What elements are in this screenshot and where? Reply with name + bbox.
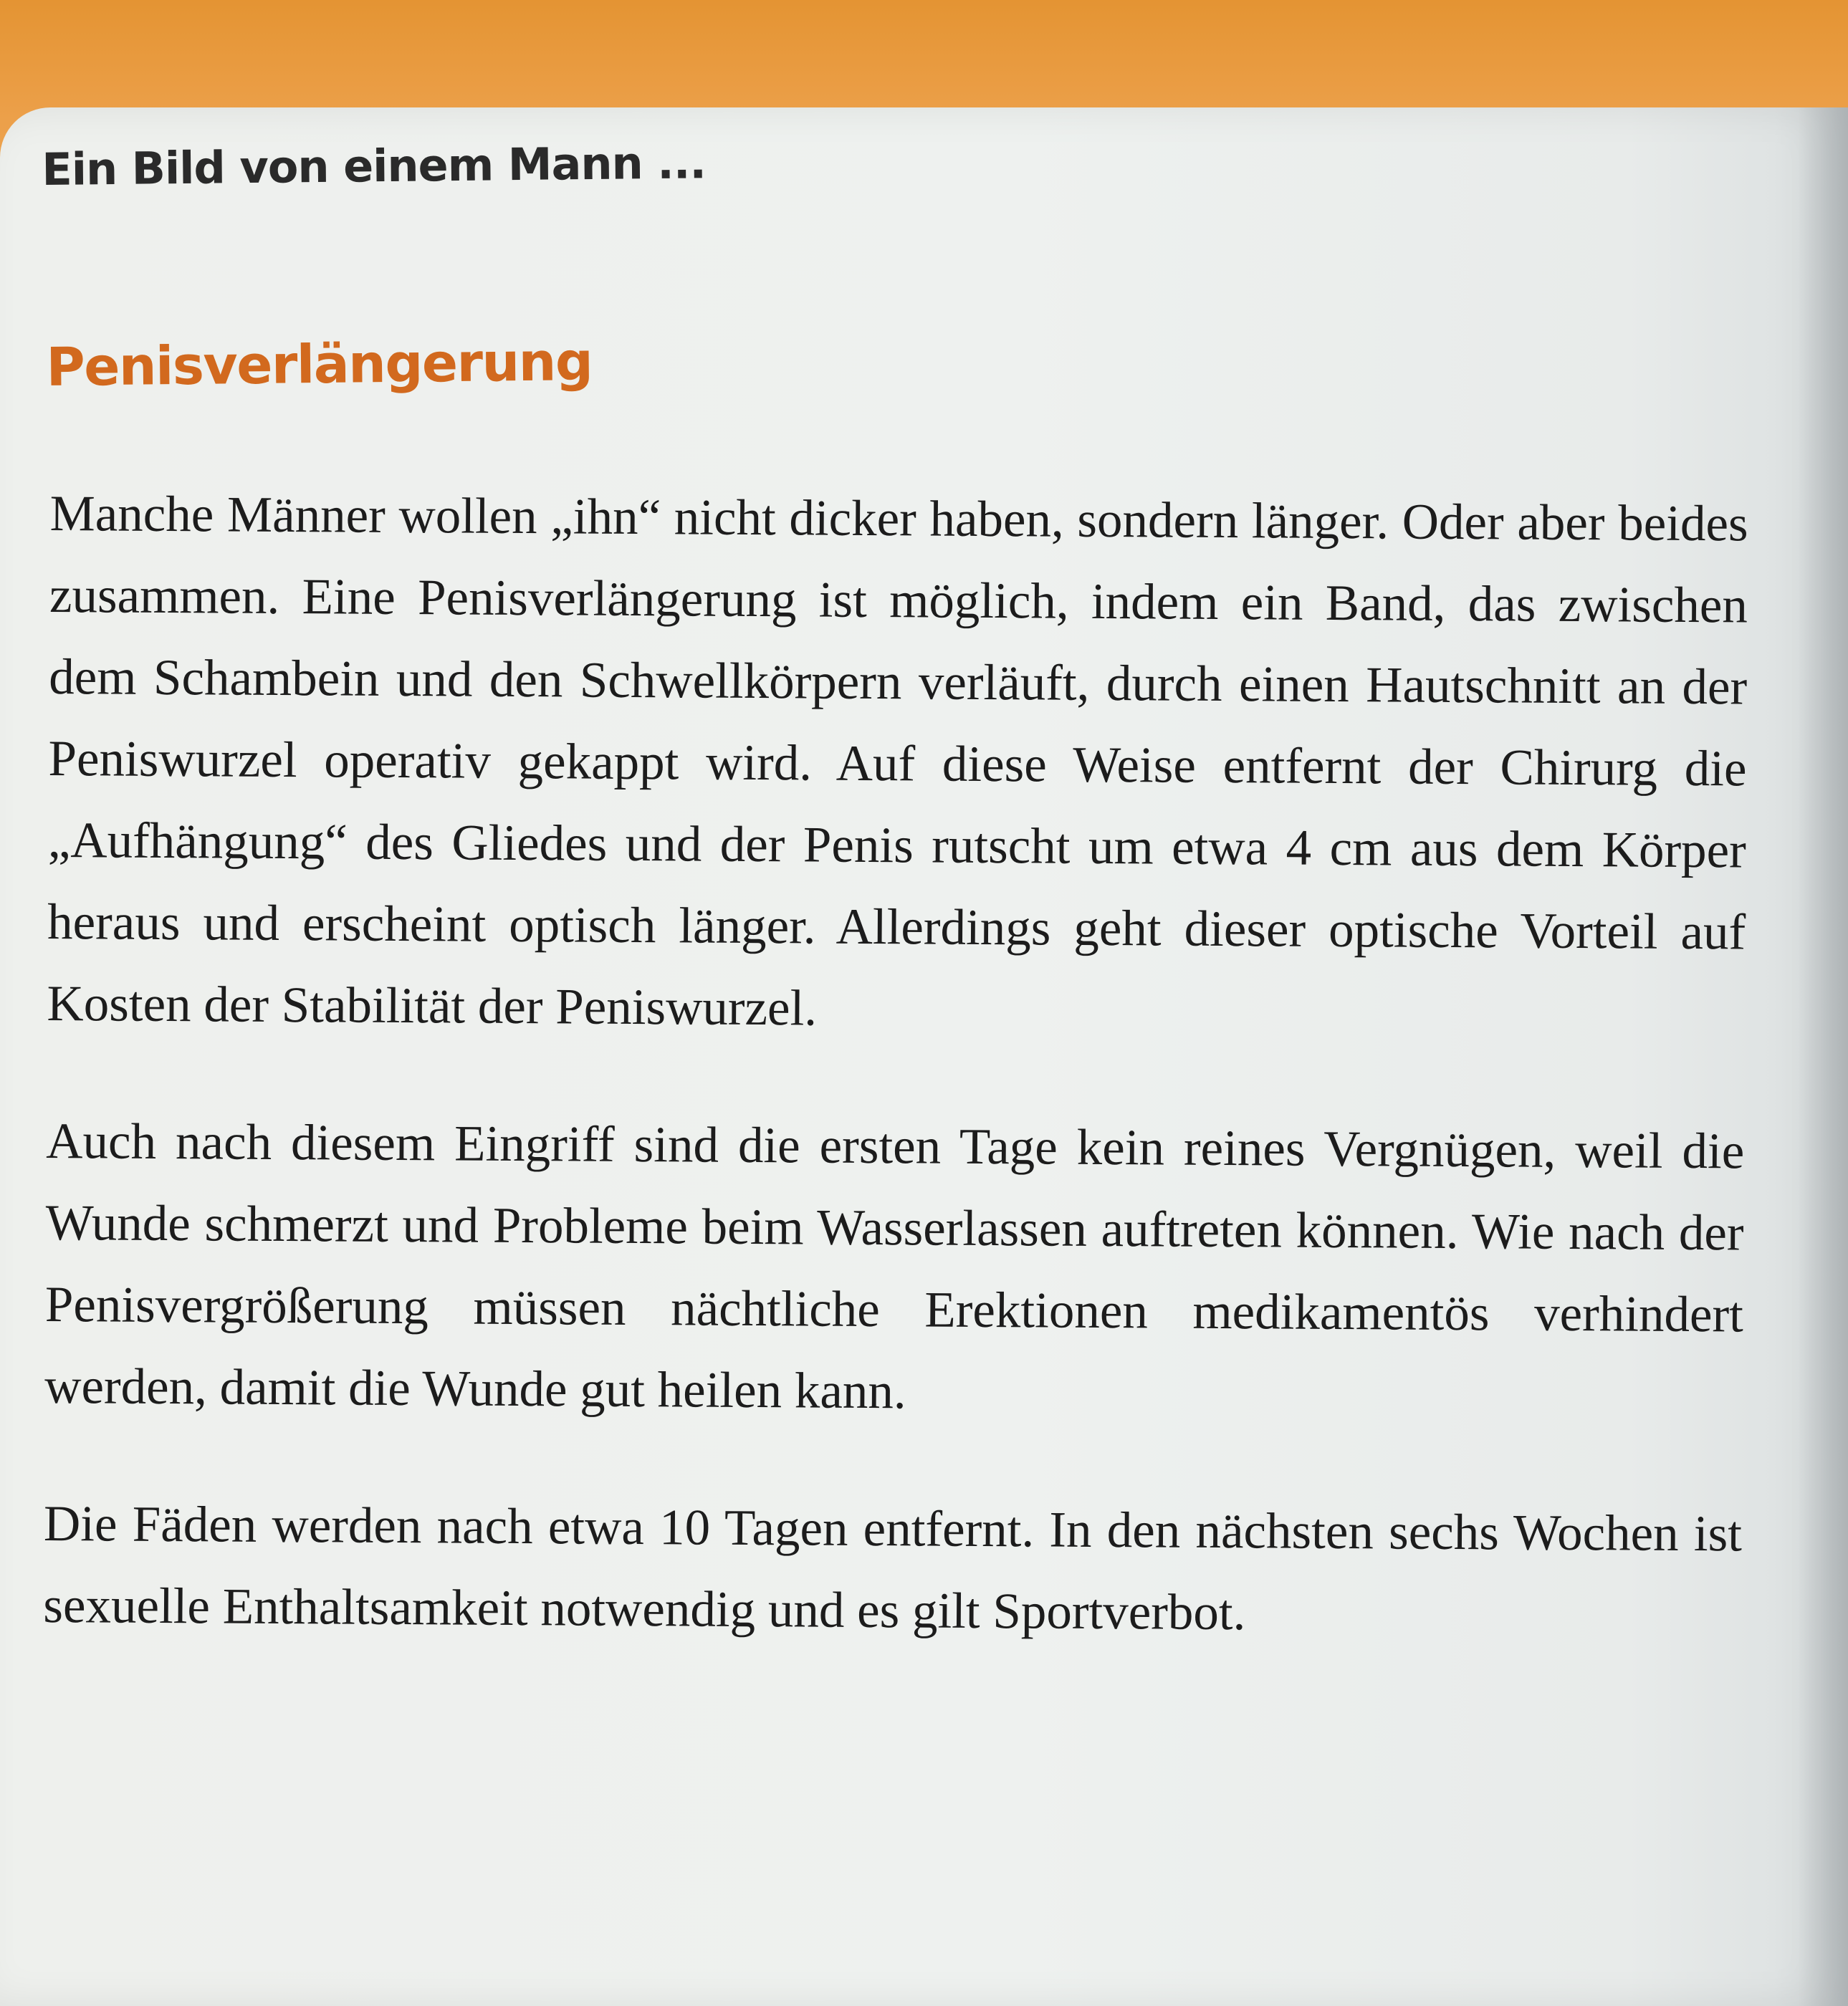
paragraph-2: Auch nach diesem Eingriff sind die ersten Tage kein reines Vergnügen, weil die Wunde schmerzt und Probleme beim Wasserlassen auftreten können. Wie nach der Penisvergrößerung müssen nächtliche Erektionen medikamentös verhindert werden, damit die Wunde gut heilen kann.: [44, 1113, 1745, 1420]
body-text: [43, 473, 1748, 1712]
paragraph-1: Manche Männer wollen „ihn“ nicht dicker haben, sondern länger. Oder aber beides zusammen. Eine Penisverlängerung ist möglich, indem ein Band, das zwischen dem Schambein und den Schwellkörpern verläuft, durch einen Hautschnitt an der Peniswurzel operativ gekappt wird. Auf diese Weise entfernt der Chirurg die „Aufhängung“ des Gliedes und der Penis rutscht um etwa 4 cm aus dem Körper heraus und erscheint optisch länger. Allerdings geht dieser optische Vorteil auf Kosten der Stabilität der Peniswurzel.: [47, 485, 1748, 1037]
paragraph-3: Die Fäden werden nach etwa 10 Tagen entfernt. In den nächsten sechs Wochen ist sexuelle Enthaltsamkeit notwendig und es gilt Sportverbot.: [43, 1495, 1743, 1641]
running-head: Ein Bild von einem Mann ...: [42, 136, 707, 196]
page-gutter-shadow: [1798, 107, 1848, 2006]
section-title: Penisverlängerung: [46, 331, 593, 398]
